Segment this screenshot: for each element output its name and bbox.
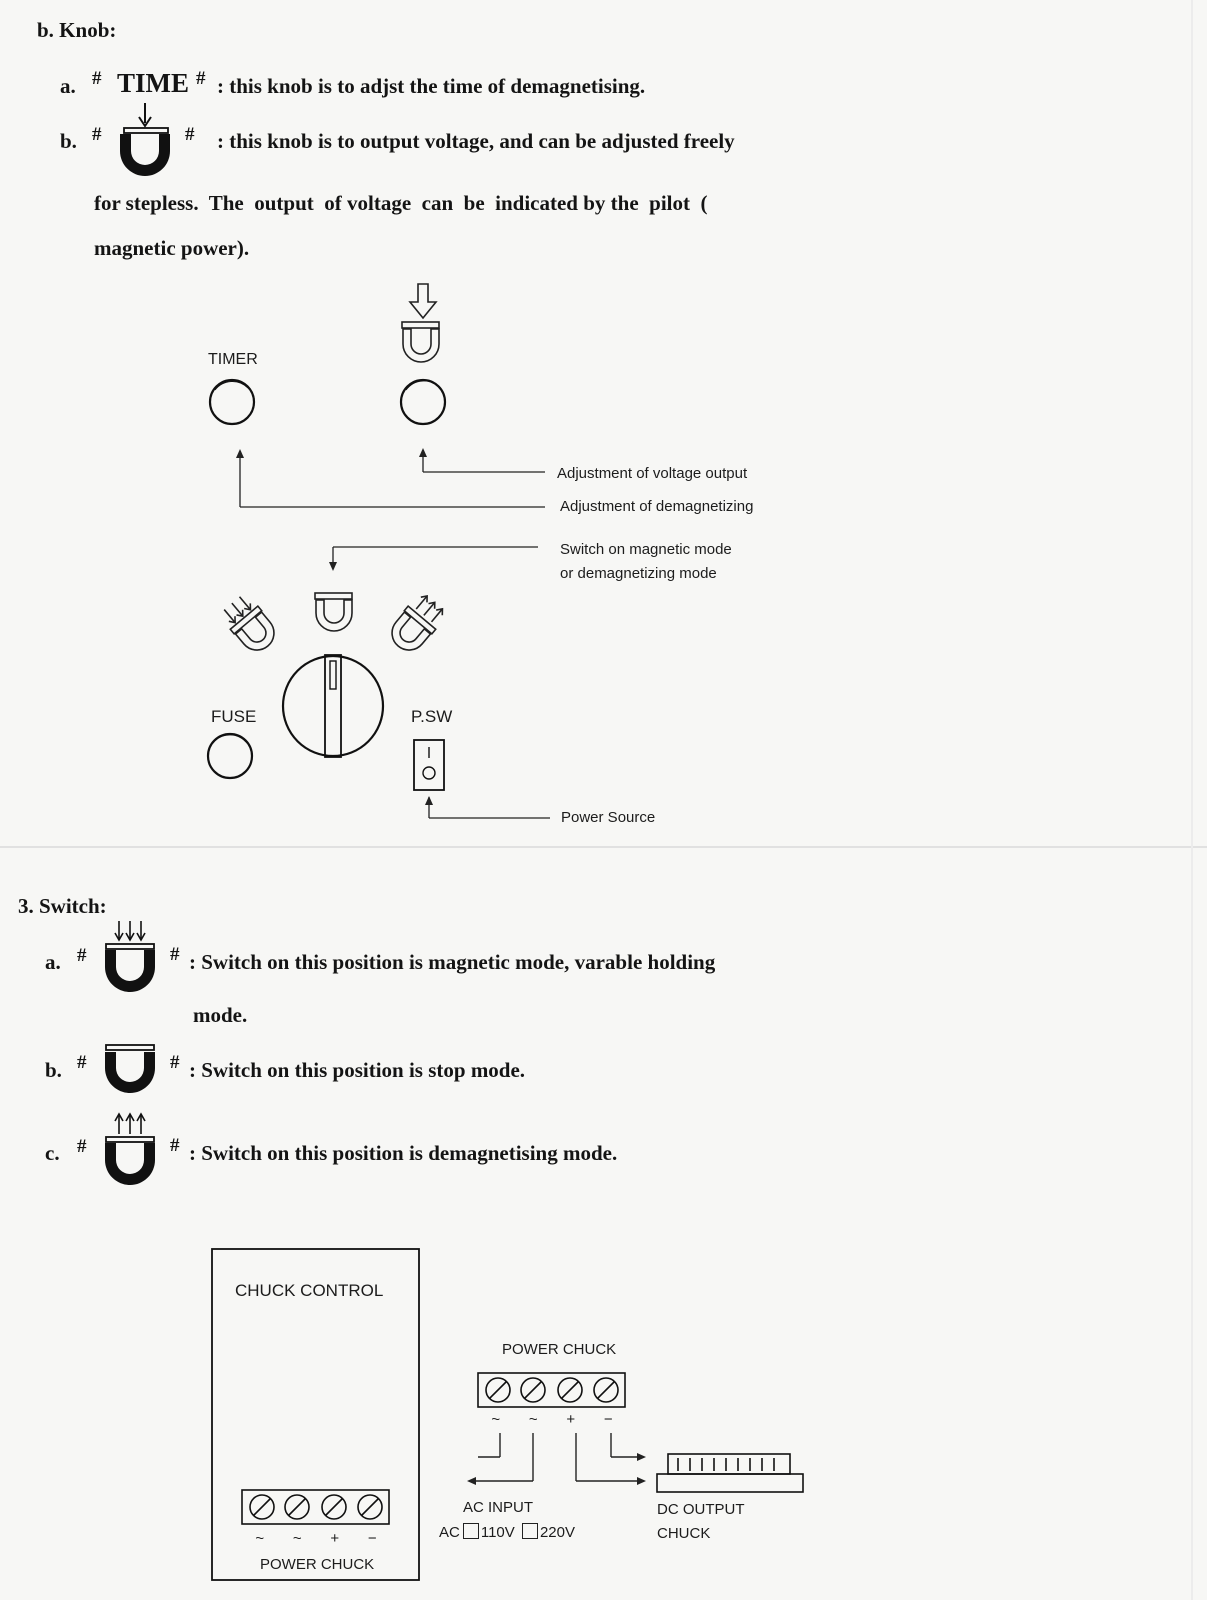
checkbox-110v[interactable] bbox=[463, 1523, 479, 1539]
dc-output-label-1: DC OUTPUT bbox=[657, 1501, 745, 1518]
knob-a-hash-2: # bbox=[196, 68, 206, 89]
switch-c-text: : Switch on this position is demagnetising mode. bbox=[189, 1141, 618, 1165]
switch-a-letter: a. bbox=[45, 950, 61, 974]
switch-b-hash: # bbox=[77, 1052, 87, 1073]
knob-b-letter: b. bbox=[60, 129, 77, 153]
callout-mode-line-2: or demagnetizing mode bbox=[560, 565, 717, 582]
ac-110-label: 110V bbox=[480, 1524, 515, 1541]
dc-output-label-2: CHUCK bbox=[657, 1525, 711, 1542]
dc-output-chuck-icon bbox=[657, 1454, 803, 1492]
switch-a-hash: # bbox=[77, 945, 87, 966]
fuse-label: FUSE bbox=[211, 707, 257, 726]
ac-voltage-options bbox=[439, 1523, 575, 1541]
knob-b-hash: # bbox=[92, 124, 102, 145]
switch-heading: 3. Switch: bbox=[18, 894, 107, 918]
knob-a-text: : this knob is to adjst the time of demagnetising. bbox=[217, 74, 646, 98]
knob-b-line-2: for stepless. The output of voltage can be indicated by the pilot ( bbox=[94, 191, 708, 215]
box-terminal-strip bbox=[242, 1490, 389, 1524]
ac-prefix: AC bbox=[439, 1524, 460, 1541]
power-chuck-terminal-strip bbox=[478, 1373, 625, 1407]
knob-b-text: : this knob is to output voltage, and can be adjusted freely bbox=[217, 129, 735, 153]
chuck-sign-1: ~ bbox=[491, 1411, 501, 1428]
callout-voltage: Adjustment of voltage output bbox=[557, 465, 748, 482]
box-power-chuck-label: POWER CHUCK bbox=[260, 1556, 375, 1573]
power-chuck-signs bbox=[477, 1411, 627, 1428]
switch-b-letter: b. bbox=[45, 1058, 62, 1082]
box-sign-1: ~ bbox=[255, 1530, 265, 1547]
callout-demag: Adjustment of demagnetizing bbox=[560, 498, 754, 515]
knob-a-name: TIME bbox=[117, 68, 190, 98]
ac-220-label: 220V bbox=[539, 1524, 575, 1541]
checkbox-220v[interactable] bbox=[522, 1523, 538, 1539]
switch-b-text: : Switch on this position is stop mode. bbox=[189, 1058, 526, 1082]
psw-label: P.SW bbox=[411, 707, 453, 726]
chuck-sign-2: ~ bbox=[528, 1411, 538, 1428]
switch-b-hash-2: # bbox=[170, 1052, 180, 1073]
chuck-control-title: CHUCK CONTROL bbox=[235, 1281, 384, 1300]
chuck-sign-3: + bbox=[566, 1411, 576, 1428]
box-sign-4: − bbox=[367, 1530, 377, 1547]
callout-power: Power Source bbox=[561, 809, 656, 826]
switch-a-hash-2: # bbox=[170, 944, 180, 965]
timer-label: TIMER bbox=[208, 351, 258, 368]
chuck-sign-4: − bbox=[603, 1411, 613, 1428]
switch-a-text: : Switch on this position is magnetic mode, varable holding bbox=[189, 950, 716, 974]
switch-c-letter: c. bbox=[45, 1141, 60, 1165]
knob-heading: b. Knob: bbox=[37, 18, 117, 42]
callout-mode-line-1: Switch on magnetic mode bbox=[560, 541, 732, 558]
knob-a-letter: a. bbox=[60, 74, 76, 98]
switch-c-hash: # bbox=[77, 1136, 87, 1157]
switch-c-hash-2: # bbox=[170, 1135, 180, 1156]
box-terminal-signs bbox=[241, 1530, 391, 1547]
power-chuck-title: POWER CHUCK bbox=[502, 1341, 617, 1358]
box-sign-2: ~ bbox=[292, 1530, 302, 1547]
box-sign-3: + bbox=[330, 1530, 340, 1547]
switch-a-line-2: mode. bbox=[193, 1003, 248, 1027]
knob-a-hash: # bbox=[92, 68, 102, 89]
knob-b-hash-2: # bbox=[185, 124, 195, 145]
ac-input-label: AC INPUT bbox=[463, 1499, 534, 1516]
knob-b-line-3: magnetic power). bbox=[94, 236, 250, 260]
